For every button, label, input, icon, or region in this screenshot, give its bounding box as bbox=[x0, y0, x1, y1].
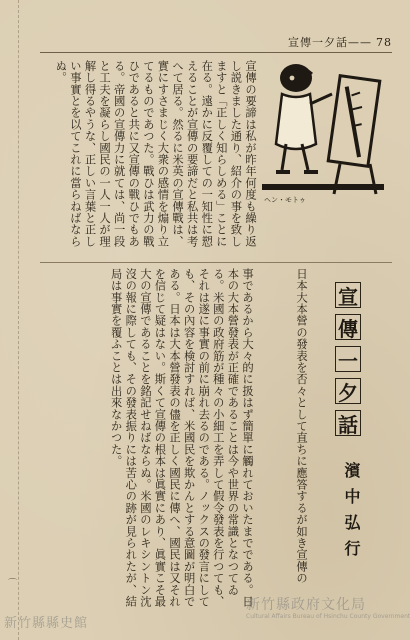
title-char-3: 一 bbox=[335, 346, 361, 372]
header-title: 宣傳一夕話 bbox=[288, 36, 348, 49]
binding-margin-line bbox=[18, 0, 19, 640]
body-text-lower: 事であるから大々的に扱はず簡單に觸れておいたまでである。日本の大本營發表が正確であることは今や世界の常識となつてゐる。米國の政府筋が種々の小細工を弄して假令發表を行つても、それは遂に事實の前に崩れ去るのである。ノックスの發言にしても、その內容を検討すれば、米國民を欺かんとする意圖が明白である。日本は大本營發表の儘を正しく國民に傳へ、國民は又それを信じて疑はない。斯くて宣傳の根本は眞實にあり、眞實こそ最大の宣傳であることを銘記せねばならぬ。米國のレキシントン沈沒の報に際しても、その發表振りには苦心の跡が見られたが、結局は事實を覆ふことは出來なかつた。 bbox=[109, 268, 254, 608]
title-char-4: 夕 bbox=[335, 378, 361, 404]
running-header bbox=[288, 34, 392, 50]
figure-body bbox=[276, 94, 316, 149]
watermark-bureau-english: Cultural Affairs Bureau of Hsinchu County Government bbox=[246, 613, 410, 620]
body-text-lower-right: 日本大本營の發表を否々として直ちに應答するが如き宣傳の bbox=[295, 268, 308, 584]
author-name: 濱中弘行 bbox=[342, 462, 361, 566]
title-char-5: 話 bbox=[335, 410, 361, 436]
cartoon-illustration bbox=[262, 56, 392, 206]
title-char-1: 宣 bbox=[335, 282, 361, 308]
watermark-archive: 新竹縣縣史館 bbox=[4, 616, 89, 631]
header-rule bbox=[40, 52, 392, 53]
body-text-upper: 宣傳の要諦は私が昨年何度も繰り返し説きました通り、紹介の事を致しますと「正しく知らしめる」ことに在る。遠かに反覆しての一知性に愬えることが宣傳の要諦だと私共は考へて居る。然るに米英の宣傳戰は、實にすさまじく大衆の感情を煽り立てるものであつた。戰ひは武力の戰ひであると共に又宣傳の戰ひでもある。帝國の宣傳力に就ては、尚一段と工夫を凝らし國民の一人一人が理解し得るやうな、正しい言葉と正しい事實とを以てこれに當らねばならぬ。 bbox=[54, 60, 257, 248]
page-number: 78 bbox=[376, 36, 392, 49]
section-rule bbox=[40, 262, 392, 263]
figure-arm bbox=[310, 94, 332, 104]
margin-bracket: ⌒ bbox=[8, 579, 18, 589]
watermark-bureau: 新竹縣政府文化局 bbox=[246, 597, 366, 613]
figure-eye bbox=[290, 76, 295, 81]
illustration-caption: ヘン・モトゥ bbox=[264, 196, 306, 204]
title-char-2: 傳 bbox=[335, 314, 361, 340]
article-title bbox=[334, 282, 362, 452]
header-separator: —— bbox=[348, 36, 372, 49]
ground-bar bbox=[262, 184, 384, 190]
